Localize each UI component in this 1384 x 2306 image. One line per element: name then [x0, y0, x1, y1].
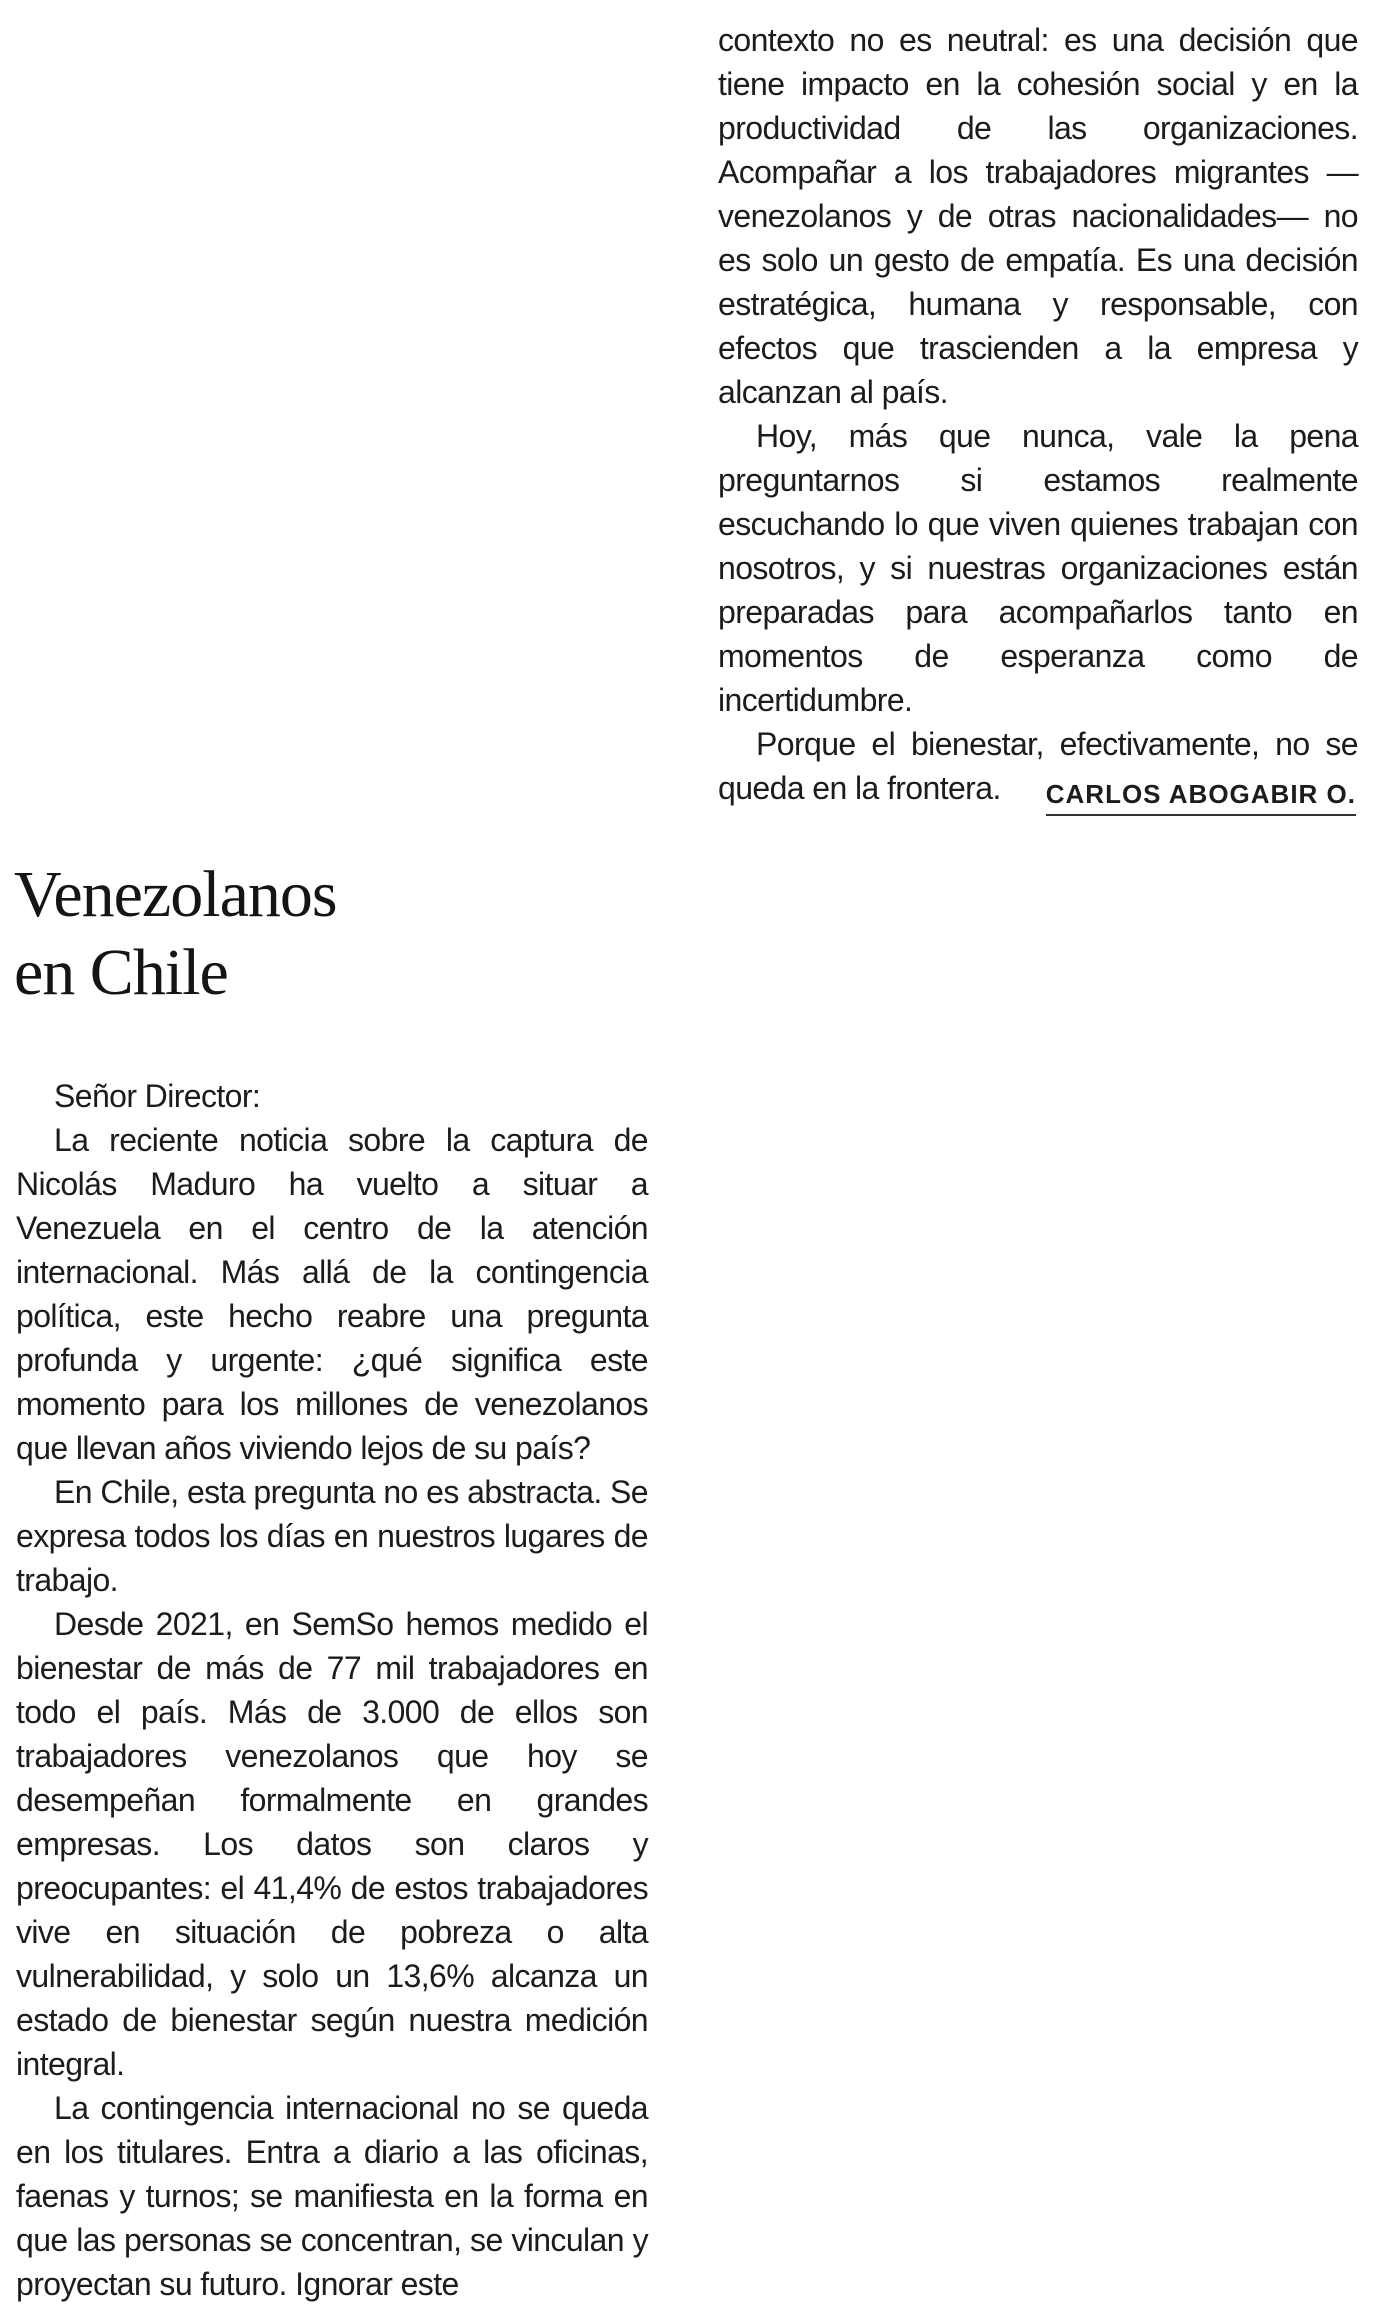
letter-headline [14, 856, 654, 1012]
previous-letter-paragraph: contexto no es neutral: es una decisión que tiene impacto en la cohesión social y en la productividad de las organizaciones. Acompañar a los trabajadores migrantes —venezolanos y de otras nacionalidades— no es solo un gesto de empatía. Es una decisión estratégica, humana y responsable, con efectos que trascienden a la empresa y alcanzan al país. [718, 22, 1358, 410]
letter-body-column [16, 1074, 648, 2306]
letter-paragraph: Desde 2021, en SemSo hemos medido el bienestar de más de 77 mil trabajadores en todo el país. Más de 3.000 de ellos son trabajadores venezolanos que hoy se desempeñan formalmente en grandes empresas. Los datos son claros y preocupantes: el 41,4% de estos trabajadores vive en situación de pobreza o alta vulnerabilidad, y solo un 13,6% alcanza un estado de bienestar según nuestra medición integral. [16, 1606, 648, 2082]
previous-letter-paragraph: Porque el bienestar, efectivamente, no se queda en la frontera. [718, 726, 1358, 806]
previous-letter-column [718, 18, 1358, 810]
previous-letter-paragraph: Hoy, más que nunca, vale la pena preguntarnos si estamos realmente escuchando lo que viven quienes trabajan con nosotros, y si nuestras organizaciones están preparadas para acompañarlos tanto en momentos de esperanza como de incertidumbre. [718, 418, 1358, 718]
letter-paragraph: La contingencia internacional no se queda en los titulares. Entra a diario a las oficinas, faenas y turnos; se manifiesta en la forma en que las personas se concentran, se vinculan y proyectan su futuro. Ignorar este [16, 2090, 648, 2302]
letter-paragraph: La reciente noticia sobre la captura de Nicolás Maduro ha vuelto a situar a Venezuela en el centro de la atención internacional. Más allá de la contingencia política, este hecho reabre una pregunta profunda y urgente: ¿qué significa este momento para los millones de venezolanos que llevan años viviendo lejos de su país? [16, 1122, 648, 1466]
letter-headline-line: en Chile [14, 936, 228, 1009]
letter-salutation: Señor Director: [54, 1078, 261, 1114]
letter-headline-line: Venezolanos [14, 858, 337, 931]
previous-letter-signature: CARLOS ABOGABIR O. [1046, 776, 1356, 816]
letter-paragraph: En Chile, esta pregunta no es abstracta. Se expresa todos los días en nuestros lugares de trabajo. [16, 1474, 648, 1598]
